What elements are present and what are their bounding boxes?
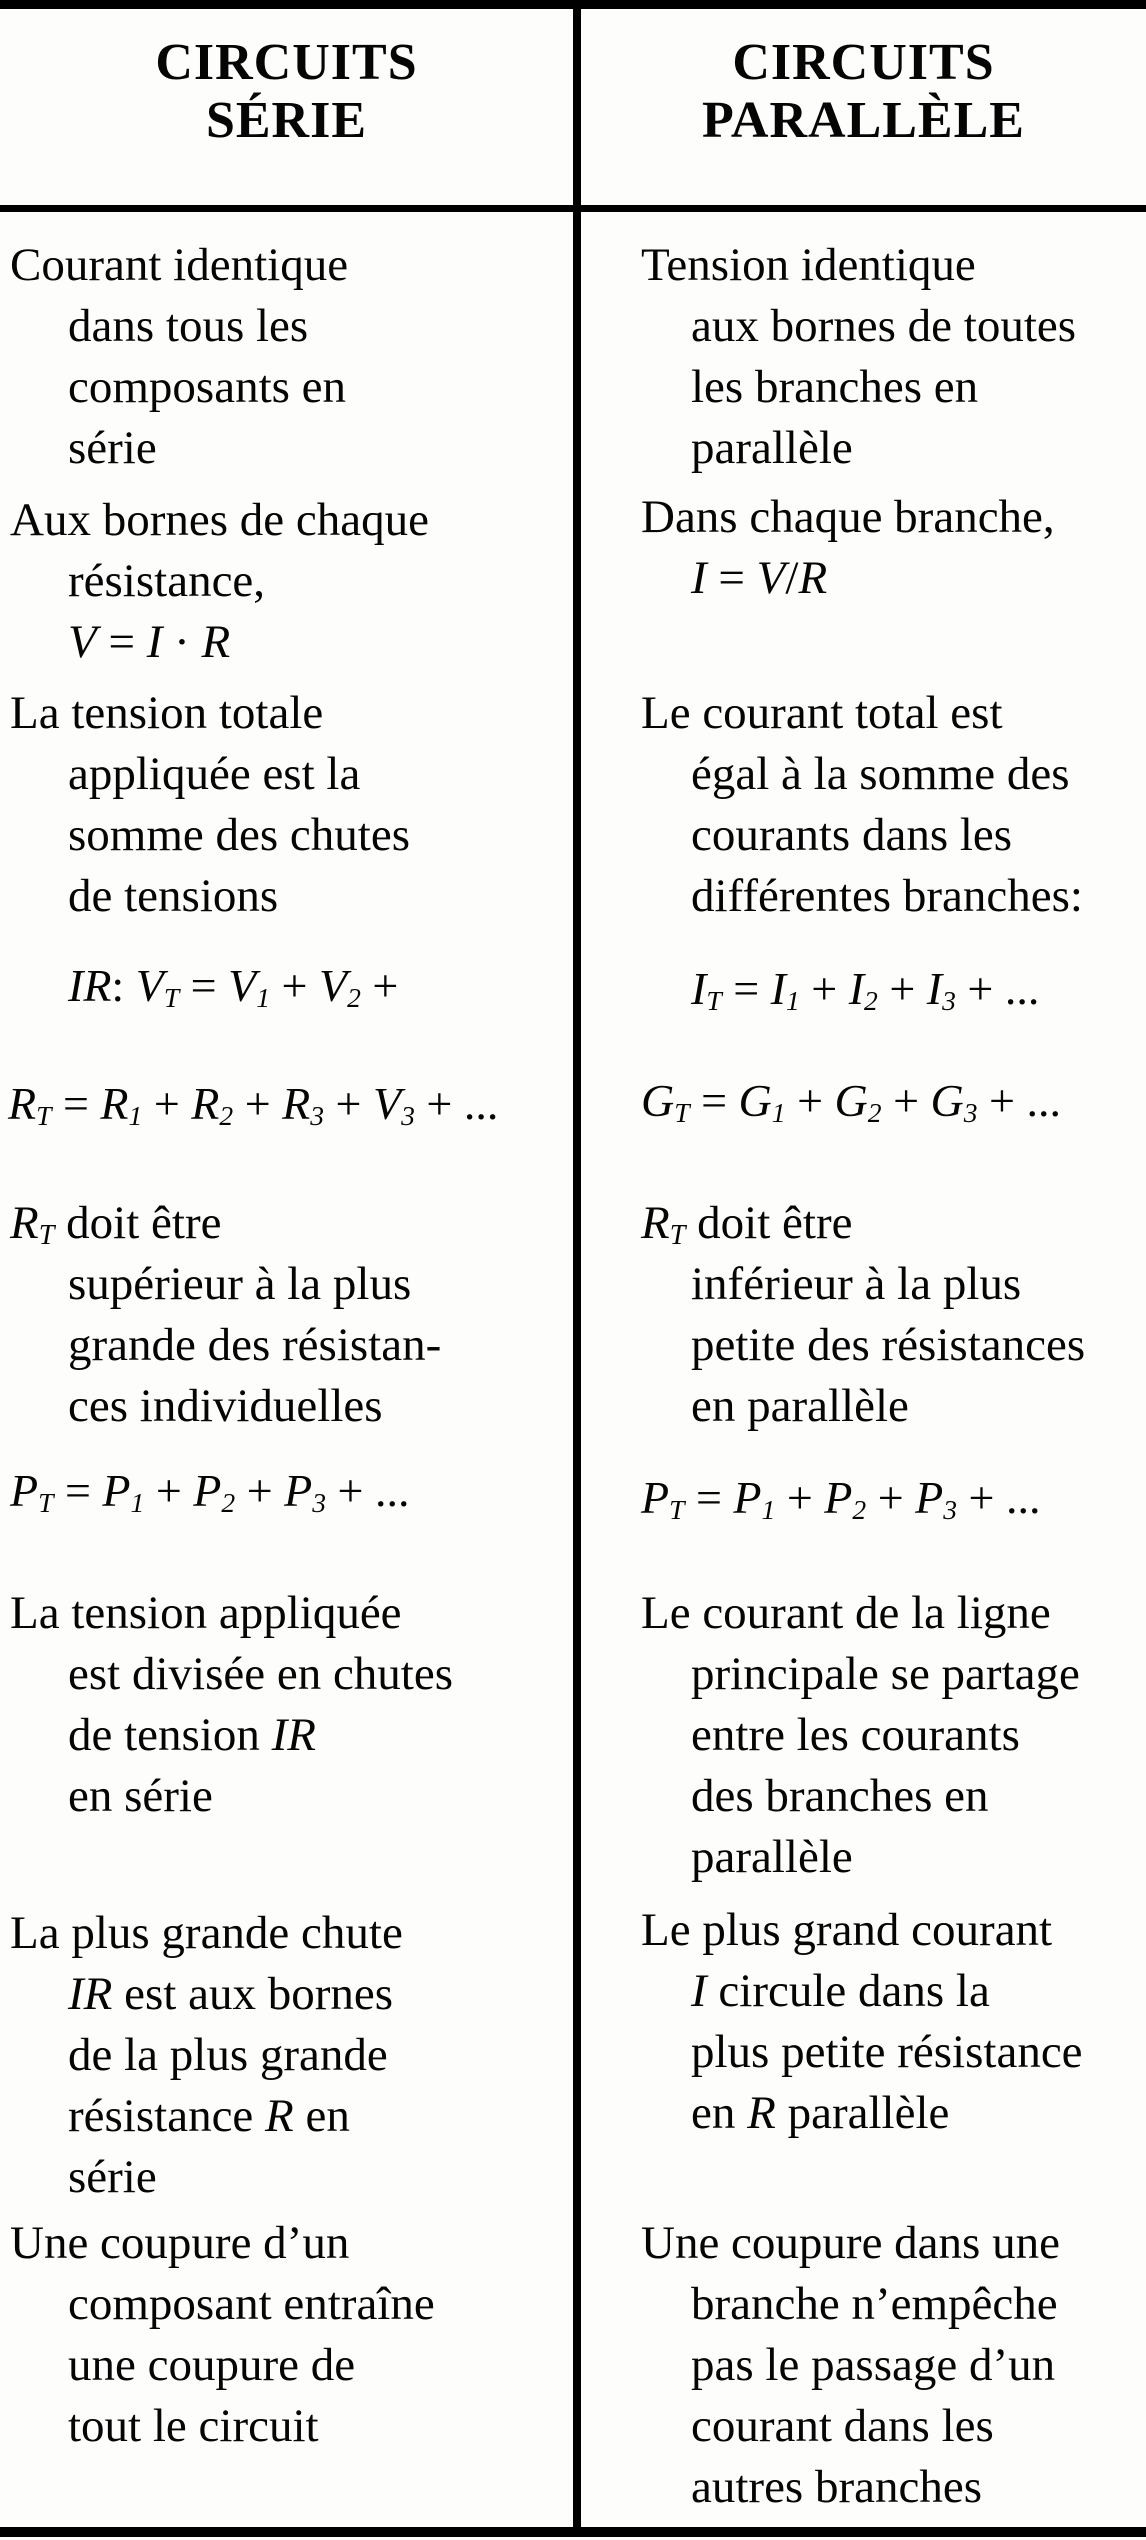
series-column-header bbox=[0, 34, 573, 150]
text-line: tout le circuit bbox=[68, 2400, 319, 2452]
text-line: ces individuelles bbox=[68, 1380, 383, 1432]
header-line: CIRCUITS bbox=[732, 34, 995, 91]
paragraph bbox=[8, 490, 568, 673]
formula bbox=[589, 1070, 1146, 1131]
formula-line: V = I · R bbox=[68, 616, 231, 668]
text-line: différentes branches: bbox=[691, 870, 1083, 922]
text-line: composants en bbox=[68, 361, 347, 413]
text-line: parallèle bbox=[691, 1831, 853, 1883]
text-line: petite des résistances bbox=[691, 1319, 1086, 1371]
text-line: série bbox=[68, 2151, 157, 2203]
text-line: autres branches bbox=[691, 2461, 982, 2513]
formula bbox=[8, 1460, 568, 1521]
text-line: dans tous les bbox=[68, 300, 309, 352]
series-column bbox=[8, 235, 568, 2457]
paragraph bbox=[589, 2213, 1146, 2518]
formula-line: IR: $V_T = V_1 + V_2$ + bbox=[68, 960, 399, 1014]
text-line: de la plus grande bbox=[68, 2029, 388, 2081]
parallel-column-header bbox=[581, 34, 1146, 150]
formula bbox=[589, 958, 1146, 1019]
text-line: résistance R en bbox=[68, 2090, 350, 2142]
paragraph bbox=[589, 235, 1146, 479]
text-line: $R_T$ doit être bbox=[10, 1197, 222, 1252]
text-line: courants dans les bbox=[691, 809, 1013, 861]
formula bbox=[8, 955, 568, 1016]
text-line: est divisée en chutes bbox=[68, 1648, 454, 1700]
text-line: courant dans les bbox=[691, 2400, 994, 2452]
text-line: Aux bornes de chaque bbox=[10, 494, 429, 546]
formula-line: $P_T = P_1 + P_2 + P_3$ + ... bbox=[641, 1472, 1041, 1526]
formula-line: $I_T = I_1 + I_2 + I_3$ + ... bbox=[691, 963, 1040, 1017]
text-line: pas le passage d’un bbox=[691, 2339, 1056, 2391]
bottom-rule bbox=[0, 2527, 1146, 2537]
text-line: appliquée est la bbox=[68, 748, 361, 800]
paragraph bbox=[8, 1193, 568, 1437]
text-line: en R parallèle bbox=[691, 2087, 950, 2139]
paragraph bbox=[8, 1583, 568, 1827]
formula bbox=[589, 1467, 1146, 1528]
text-line: aux bornes de toutes bbox=[691, 300, 1077, 352]
text-line: inférieur à la plus bbox=[691, 1258, 1022, 1310]
text-line: Le courant total est bbox=[641, 687, 1003, 739]
paragraph bbox=[589, 1900, 1146, 2144]
text-line: Dans chaque branche, bbox=[641, 491, 1055, 543]
text-line: $R_T$ doit être bbox=[641, 1197, 853, 1252]
text-line: branche n’empêche bbox=[691, 2278, 1058, 2330]
text-line: Le plus grand courant bbox=[641, 1904, 1053, 1956]
text-line: en série bbox=[68, 1770, 213, 1822]
text-line: résistance, bbox=[68, 555, 266, 607]
text-line: La tension totale bbox=[10, 687, 324, 739]
paragraph bbox=[589, 1583, 1146, 1888]
text-line: principale se partage bbox=[691, 1648, 1080, 1700]
text-line: entre les courants bbox=[691, 1709, 1020, 1761]
text-line: égal à la somme des bbox=[691, 748, 1070, 800]
text-line: des branches en bbox=[691, 1770, 989, 1822]
text-line: La tension appliquée bbox=[10, 1587, 402, 1639]
paragraph bbox=[589, 683, 1146, 927]
formula bbox=[8, 1073, 568, 1134]
text-line: Une coupure dans une bbox=[641, 2217, 1060, 2269]
formula-line: I = V/R bbox=[691, 552, 828, 604]
text-line: IR est aux bornes bbox=[68, 1968, 393, 2020]
formula-line: $G_T = G_1 + G_2 + G_3$ + ... bbox=[641, 1075, 1061, 1129]
text-line: en parallèle bbox=[691, 1380, 909, 1432]
text-line: composant entraîne bbox=[68, 2278, 435, 2330]
text-line: les branches en bbox=[691, 361, 979, 413]
text-line: La plus grande chute bbox=[10, 1907, 403, 1959]
text-line: Une coupure d’un bbox=[10, 2217, 350, 2269]
formula-line: $R_T = R_1 + R_2 + R_3 + V_3$ + ... bbox=[8, 1078, 499, 1132]
text-line: grande des résistan- bbox=[68, 1319, 442, 1371]
paragraph bbox=[589, 1193, 1146, 1437]
text-line: série bbox=[68, 422, 157, 474]
text-line: supérieur à la plus bbox=[68, 1258, 412, 1310]
text-line: I circule dans la bbox=[691, 1965, 990, 2017]
header-line: CIRCUITS bbox=[155, 34, 418, 91]
text-line: Le courant de la ligne bbox=[641, 1587, 1051, 1639]
text-line: plus petite résistance bbox=[691, 2026, 1083, 2078]
header-rule bbox=[0, 205, 1146, 212]
column-divider bbox=[573, 0, 581, 2537]
text-line: Courant identique bbox=[10, 239, 349, 291]
paragraph bbox=[589, 487, 1146, 609]
formula-line: $P_T = P_1 + P_2 + P_3$ + ... bbox=[10, 1465, 410, 1519]
paragraph bbox=[8, 2213, 568, 2457]
text-line: parallèle bbox=[691, 422, 853, 474]
header-line: SÉRIE bbox=[205, 92, 368, 149]
parallel-column bbox=[589, 235, 1146, 2518]
text-line: une coupure de bbox=[68, 2339, 356, 2391]
paragraph bbox=[8, 1903, 568, 2208]
text-line: de tensions bbox=[68, 870, 279, 922]
header-line: PARALLÈLE bbox=[702, 92, 1025, 149]
paragraph bbox=[8, 683, 568, 927]
text-line: de tension IR bbox=[68, 1709, 317, 1761]
paragraph bbox=[8, 235, 568, 479]
text-line: Tension identique bbox=[641, 239, 976, 291]
text-line: somme des chutes bbox=[68, 809, 410, 861]
